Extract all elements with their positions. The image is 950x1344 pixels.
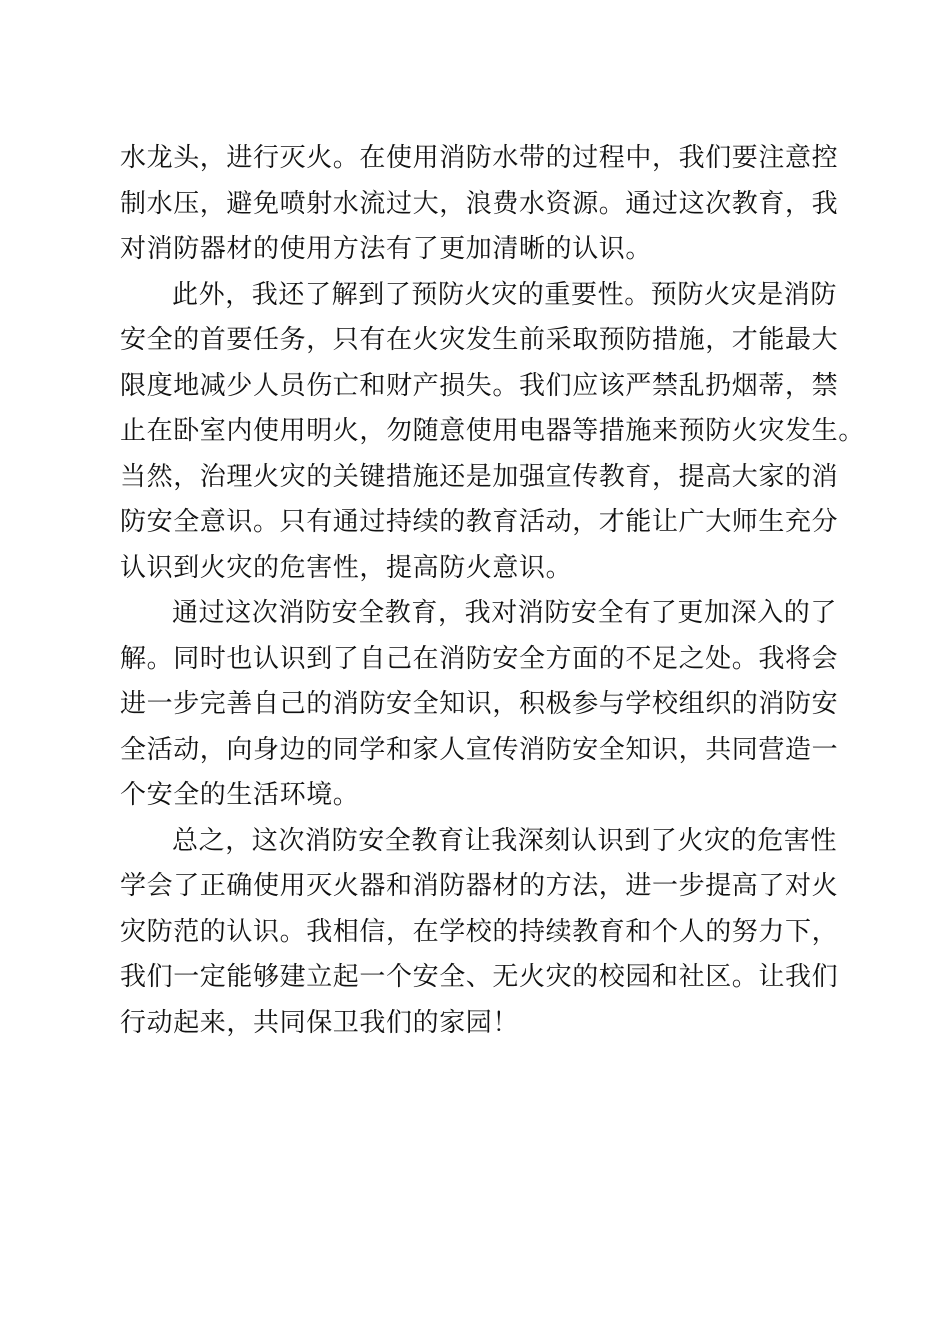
paragraph-first-line: 通过这次消防安全教育，我对消防安全有了更加深入的了: [172, 598, 838, 628]
text-line: 安全的首要任务，只有在火灾发生前采取预防措施，才能最大: [120, 325, 839, 355]
text-line: 止在卧室内使用明火，勿随意使用电器等措施来预防火灾发生。: [120, 416, 865, 446]
text-line: 行动起来，共同保卫我们的家园！: [120, 1007, 520, 1038]
text-line: 解。同时也认识到了自己在消防安全方面的不足之处。我将会: [120, 643, 839, 674]
text-line: 认识到火灾的危害性，提高防火意识。: [120, 552, 573, 583]
text-line: 进一步完善自己的消防安全知识，积极参与学校组织的消防安: [120, 689, 839, 719]
text-line: 对消防器材的使用方法有了更加清晰的认识。: [120, 234, 653, 264]
paragraph-first-line: 总之，这次消防安全教育让我深刻认识到了火灾的危害性: [172, 825, 838, 856]
text-line: 灾防范的认识。我相信，在学校的持续教育和个人的努力下，: [120, 916, 839, 947]
text-line: 个安全的生活环境。: [120, 780, 360, 810]
text-line: 防安全意识。只有通过持续的教育活动，才能让广大师生充分: [120, 507, 839, 537]
body-text: [120, 136, 865, 1046]
text-line: 限度地减少人员伤亡和财产损失。我们应该严禁乱扔烟蒂，禁: [120, 370, 839, 401]
text-line: 制水压，避免喷射水流过大，浪费水资源。通过这次教育，我: [120, 188, 839, 219]
text-line: 水龙头，进行灭火。在使用消防水带的过程中，我们要注意控: [120, 143, 839, 173]
text-line: 当然，治理火灾的关键措施还是加强宣传教育，提高大家的消: [120, 461, 839, 492]
text-line: 全活动，向身边的同学和家人宣传消防安全知识，共同营造一: [120, 734, 839, 765]
text-line: 学会了正确使用灭火器和消防器材的方法，进一步提高了对火: [120, 871, 839, 901]
text-line: 我们一定能够建立起一个安全、无火灾的校园和社区。让我们: [120, 962, 839, 992]
paragraph-first-line: 此外，我还了解到了预防火灾的重要性。预防火灾是消防: [172, 279, 838, 310]
